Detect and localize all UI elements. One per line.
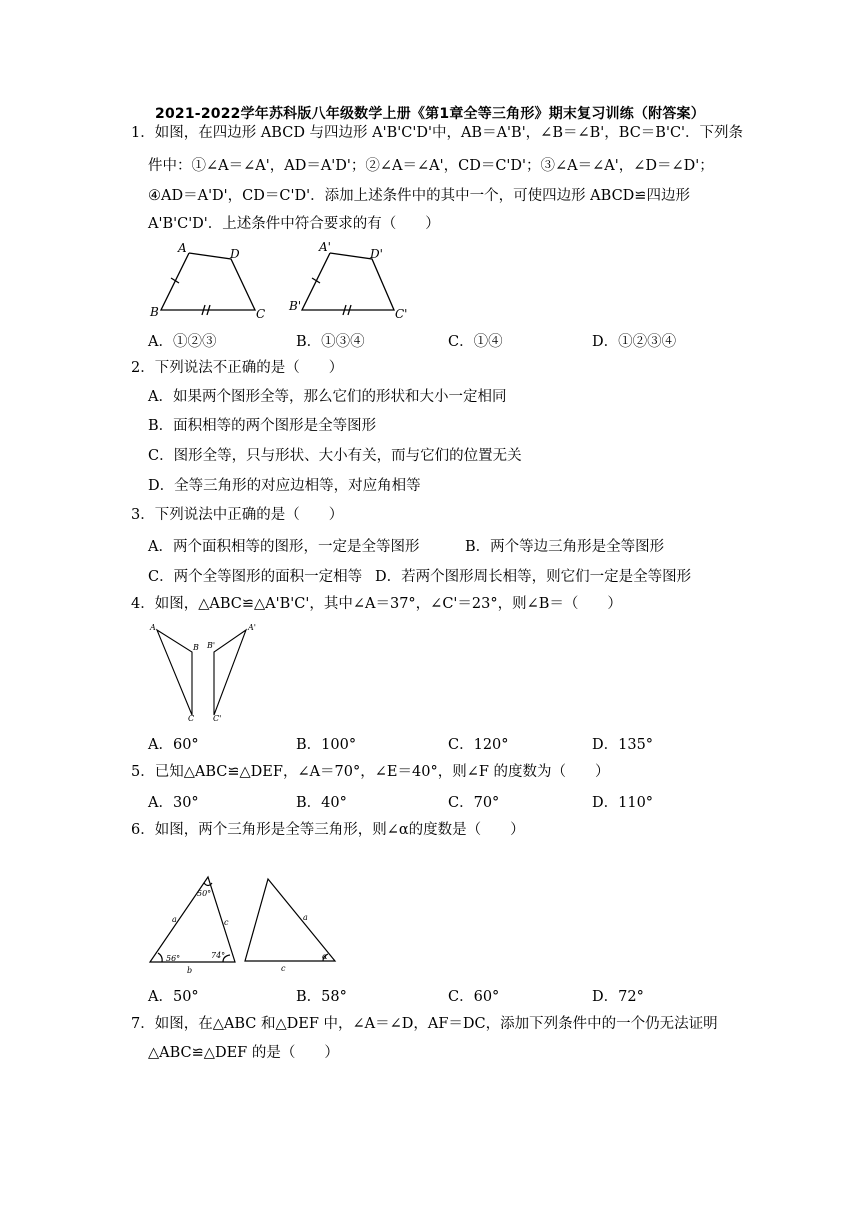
q5-stem: 5．已知△ABC≌△DEF，∠A＝70°，∠E＝40°，则∠F 的度数为（ ）: [131, 764, 610, 780]
angle-label-56: 56°: [166, 954, 181, 963]
q6-option-b: B．58°: [296, 989, 347, 1005]
label-c-prime: C': [213, 714, 222, 723]
angle-label-50: 50°: [197, 889, 212, 898]
q2-stem: 2．下列说法不正确的是（ ）: [131, 360, 344, 376]
q7-line-2: △ABC≌△DEF 的是（ ）: [148, 1045, 339, 1061]
angle-label-alpha: α: [322, 952, 328, 961]
q2-option-d: D．全等三角形的对应边相等，对应角相等: [148, 478, 421, 494]
q3-stem: 3．下列说法中正确的是（ ）: [131, 507, 344, 523]
q1-option-b: B．①③④: [296, 334, 365, 350]
quadrilateral-abcd: [161, 253, 255, 315]
q1-line-2: 件中：①∠A＝∠A'，AD＝A'D'；②∠A＝∠A'，CD＝C'D'；③∠A＝∠A'，∠D＝∠D'；: [148, 158, 714, 174]
q2-option-a: A．如果两个图形全等，那么它们的形状和大小一定相同: [148, 389, 507, 405]
q4-option-a: A．60°: [148, 737, 199, 753]
side-label-a-left: a: [172, 915, 177, 924]
side-label-a-right: a: [303, 913, 308, 922]
label-c: C: [188, 714, 195, 723]
label-a: A: [150, 623, 156, 632]
q3-option-c: C．两个全等图形的面积一定相等: [148, 569, 363, 585]
side-label-b-left: b: [187, 966, 193, 975]
q5-option-a: A．30°: [148, 795, 199, 811]
label-a-prime: A': [248, 623, 256, 632]
q3-option-b: B．两个等边三角形是全等图形: [465, 539, 665, 555]
triangle-abc: [157, 630, 192, 715]
q1-option-a: A．①②③: [148, 334, 217, 350]
q4-option-d: D．135°: [592, 737, 654, 753]
q6-option-d: D．72°: [592, 989, 644, 1005]
q3-option-d: D．若两个图形周长相等，则它们一定是全等图形: [375, 569, 692, 585]
q1-figure: [150, 240, 420, 325]
label-a-prime: A': [319, 240, 331, 254]
q5-option-d: D．110°: [592, 795, 654, 811]
side-label-c-right: c: [281, 964, 286, 973]
q2-option-b: B．面积相等的两个图形是全等图形: [148, 418, 377, 434]
q6-option-a: A．50°: [148, 989, 199, 1005]
q4-option-b: B．100°: [296, 737, 357, 753]
q4-option-c: C．120°: [448, 737, 509, 753]
q6-figure: [145, 872, 355, 977]
q5-option-b: B．40°: [296, 795, 347, 811]
quadrilateral-abcd-prime: [302, 253, 394, 315]
q3-option-a: A．两个面积相等的图形，一定是全等图形: [148, 539, 420, 555]
side-label-c-left: c: [224, 918, 229, 927]
angle-label-74: 74°: [211, 951, 226, 960]
label-d-prime: D': [370, 247, 383, 261]
label-a: A: [178, 241, 187, 255]
q4-stem: 4．如图，△ABC≌△A'B'C'，其中∠A＝37°，∠C'＝23°，则∠B＝（ ）: [131, 596, 622, 612]
label-b: B: [150, 305, 159, 319]
label-b-prime: B': [289, 299, 302, 313]
label-b-prime: B': [207, 641, 216, 650]
q1-line-4: A'B'C'D'．上述条件中符合要求的有（ ）: [148, 216, 440, 232]
q1-line-1: 1．如图，在四边形 ABCD 与四边形 A'B'C'D'中，AB＝A'B'，∠B＝∠B'，BC＝B'C'．下列条: [131, 125, 744, 141]
q6-stem: 6．如图，两个三角形是全等三角形，则∠α的度数是（ ）: [131, 822, 525, 838]
q7-line-1: 7．如图，在△ABC 和△DEF 中，∠A＝∠D，AF＝DC，添加下列条件中的一个仍无法证明: [131, 1016, 718, 1032]
triangle-right: [245, 879, 335, 961]
label-b: B: [193, 643, 199, 652]
q2-option-c: C．图形全等，只与形状、大小有关，而与它们的位置无关: [148, 448, 522, 464]
label-d: D: [230, 247, 240, 261]
label-c-prime: C': [395, 307, 408, 321]
page-title: 2021-2022学年苏科版八年级数学上册《第1章全等三角形》期末复习训练（附答案）: [155, 106, 705, 122]
q6-option-c: C．60°: [448, 989, 500, 1005]
label-c: C: [256, 307, 266, 321]
triangle-left: [150, 877, 235, 962]
q5-option-c: C．70°: [448, 795, 500, 811]
q1-option-d: D．①②③④: [592, 334, 677, 350]
q1-option-c: C．①④: [448, 334, 503, 350]
triangle-abc-prime: [214, 630, 246, 715]
q1-line-3: ④AD＝A'D'，CD＝C'D'．添加上述条件中的其中一个，可使四边形 ABCD≌四边形: [148, 188, 690, 204]
q4-figure: [148, 620, 263, 725]
